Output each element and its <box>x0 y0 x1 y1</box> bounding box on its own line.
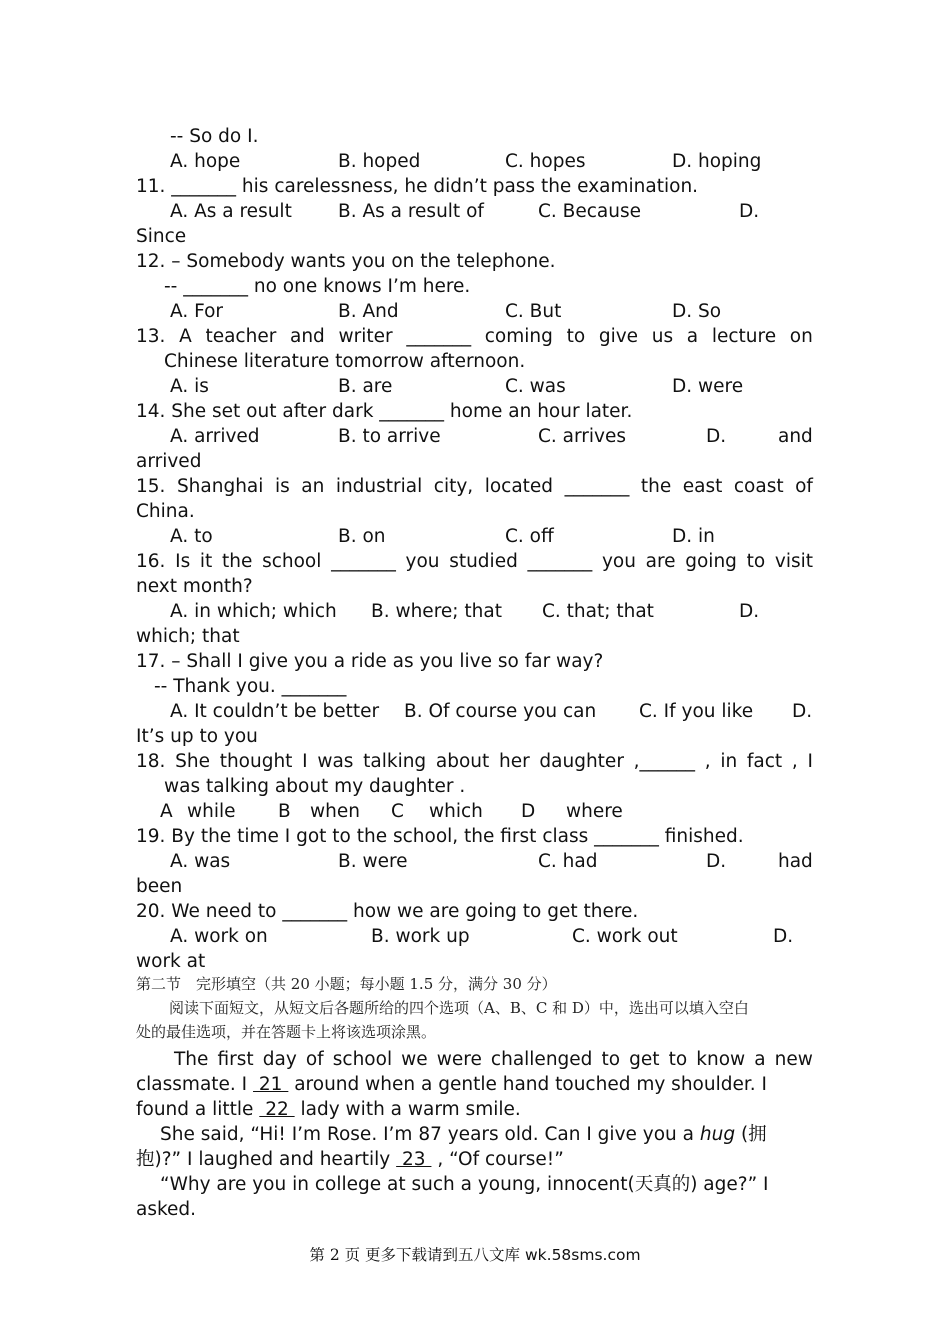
word: in <box>720 751 738 772</box>
word: give <box>598 326 639 347</box>
q11-option-a: A. As a result <box>170 201 292 222</box>
q14-stem: 14. She set out after dark _______ home an hour later. <box>136 401 633 422</box>
q18-option-b: when <box>310 801 360 822</box>
word: to <box>601 1049 621 1070</box>
word: , <box>791 751 798 772</box>
q17-stem: 17. – Shall I give you a ride as you live so far way? <box>136 651 604 672</box>
q20-option-c: C. work out <box>572 926 678 947</box>
text: She said, “Hi! I’m Rose. I’m 87 years old. Can I give you a <box>160 1124 700 1145</box>
q13-stem <box>136 324 813 349</box>
q10-option-d: D. hoping <box>672 151 762 172</box>
section-heading: 第二节 完形填空（共 20 小题；每小题 1.5 分，满分 30 分） <box>136 975 557 993</box>
q11-option-d: D. <box>739 201 760 222</box>
q11-option-c: C. Because <box>538 201 642 222</box>
word: about <box>435 751 490 772</box>
q18-stem <box>136 749 813 774</box>
blank-23: 23 <box>396 1149 432 1170</box>
passage-line-3 <box>136 1097 521 1122</box>
q17-option-d: D. <box>792 701 813 722</box>
word: of <box>305 1049 324 1070</box>
word: studied <box>449 551 518 572</box>
word: , <box>704 751 711 772</box>
q13-option-d: D. were <box>672 376 744 397</box>
text: classmate. I <box>136 1074 254 1095</box>
q14-option-a: A. arrived <box>170 426 260 447</box>
q18-option-a-letter: A <box>160 801 173 822</box>
word: the <box>640 476 672 497</box>
q20-option-b: B. work up <box>371 926 470 947</box>
q17-reply: -- Thank you. _______ <box>154 676 347 697</box>
word: coming <box>484 326 553 347</box>
text: found a little <box>136 1099 260 1120</box>
word: her <box>498 751 530 772</box>
passage-line-1 <box>136 1047 813 1072</box>
q19-stem: 19. By the time I got to the school, the first class _______ finished. <box>136 826 744 847</box>
q20-option-d: D. <box>773 926 794 947</box>
word: daughter <box>539 751 624 772</box>
q12-option-d: D. So <box>672 301 722 322</box>
q12-stem: 12. – Somebody wants you on the telephone. <box>136 251 556 272</box>
q15-stem <box>136 474 813 499</box>
word: were <box>436 1049 482 1070</box>
word: an <box>301 476 325 497</box>
word: a <box>686 326 699 347</box>
q16-option-c: C. that; that <box>542 601 654 622</box>
word: visit <box>774 551 813 572</box>
text: lady with a warm smile. <box>294 1099 521 1120</box>
q20-option-a: A. work on <box>170 926 268 947</box>
word: talking <box>363 751 427 772</box>
word: to <box>566 326 586 347</box>
blank-22: 22 <box>259 1099 295 1120</box>
word: located <box>484 476 554 497</box>
q15-option-d: D. in <box>672 526 715 547</box>
q13-stem-cont: Chinese literature tomorrow afternoon. <box>164 351 526 372</box>
word: was <box>317 751 354 772</box>
q16-stem <box>136 549 813 574</box>
text: , “Of course!” <box>431 1149 564 1170</box>
word: and <box>290 326 325 347</box>
q13-option-c: C. was <box>505 376 566 397</box>
q19-option-d-text: had <box>778 851 813 872</box>
word: new <box>774 1049 813 1070</box>
passage-line-7: asked. <box>136 1199 197 1220</box>
word: industrial <box>335 476 423 497</box>
q11-option-d-text: Since <box>136 226 187 247</box>
q20-stem: 20. We need to _______ how we are going to get there. <box>136 901 639 922</box>
footer-link[interactable]: wk.58sms.com <box>524 1246 641 1264</box>
q18-option-c: which <box>429 801 483 822</box>
q18-option-d-letter: D <box>521 801 536 822</box>
q16-option-a: A. in which; which <box>170 601 337 622</box>
q14-option-d: D. <box>706 426 727 447</box>
word: 15. <box>136 476 166 497</box>
q19-option-c: C. had <box>538 851 598 872</box>
word: of <box>795 476 813 497</box>
word: first <box>217 1049 254 1070</box>
passage-line-4 <box>160 1122 767 1147</box>
q11-option-b: B. As a result of <box>338 201 484 222</box>
word: us <box>651 326 674 347</box>
q10-reply: -- So do I. <box>170 126 259 147</box>
word: I <box>302 751 308 772</box>
word: 18. <box>136 751 166 772</box>
q16-option-d-text: which; that <box>136 626 240 647</box>
q14-option-d-cont: arrived <box>136 451 202 472</box>
q12-reply: -- _______ no one knows I’m here. <box>164 276 471 297</box>
word: is <box>274 476 290 497</box>
blank: ,______ <box>633 751 696 772</box>
q12-option-b: B. And <box>338 301 399 322</box>
word: city, <box>433 476 474 497</box>
q16-option-b: B. where; that <box>371 601 502 622</box>
q18-option-d: where <box>566 801 623 822</box>
word: A <box>179 326 192 347</box>
q15-option-b: B. on <box>338 526 386 547</box>
q14-option-d-text: and <box>778 426 813 447</box>
word: school <box>262 551 322 572</box>
word: Shanghai <box>176 476 264 497</box>
q14-option-b: B. to arrive <box>338 426 441 447</box>
q16-stem-cont: next month? <box>136 576 253 597</box>
section-instruction-cont: 处的最佳选项，并在答题卡上将该选项涂黑。 <box>136 1023 437 1041</box>
q13-option-b: B. are <box>338 376 393 397</box>
word: She <box>175 751 210 772</box>
q12-option-a: A. For <box>170 301 223 322</box>
q18-stem-cont: was talking about my daughter . <box>164 776 466 797</box>
word: lecture <box>711 326 777 347</box>
q19-option-a: A. was <box>170 851 231 872</box>
passage-line-5 <box>136 1147 564 1172</box>
q10-option-c: C. hopes <box>505 151 586 172</box>
word: 13. <box>136 326 166 347</box>
q17-option-d-text: It’s up to you <box>136 726 258 747</box>
q15-option-c: C. off <box>505 526 554 547</box>
word: to <box>746 551 766 572</box>
word: east <box>682 476 723 497</box>
q19-option-d: D. <box>706 851 727 872</box>
q10-option-a: A. hope <box>170 151 241 172</box>
q17-option-c: C. If you like <box>639 701 754 722</box>
word: know <box>696 1049 746 1070</box>
word: The <box>174 1049 209 1070</box>
word: fact <box>746 751 783 772</box>
q18-option-a: while <box>187 801 236 822</box>
word: are <box>645 551 676 572</box>
q18-option-b-letter: B <box>278 801 291 822</box>
q13-option-a: A. is <box>170 376 209 397</box>
word: to <box>668 1049 688 1070</box>
word: Is <box>175 551 191 572</box>
page-footer <box>0 1243 950 1265</box>
blank: _______ <box>527 551 593 572</box>
word: coast <box>733 476 784 497</box>
blank: _______ <box>406 326 472 347</box>
word: day <box>262 1049 297 1070</box>
word: we <box>401 1049 428 1070</box>
word: on <box>789 326 813 347</box>
q11-stem: 11. _______ his carelessness, he didn’t pass the examination. <box>136 176 699 197</box>
q12-option-c: C. But <box>505 301 562 322</box>
passage-line-6: “Why are you in college at such a young, innocent(天真的) age?” I <box>160 1174 769 1195</box>
q15-stem-cont: China. <box>136 501 195 522</box>
word: going <box>685 551 737 572</box>
q20-option-d-text: work at <box>136 951 206 972</box>
word: the <box>222 551 253 572</box>
italic-word: hug <box>699 1124 736 1145</box>
word: school <box>332 1049 393 1070</box>
q19-option-d-cont: been <box>136 876 183 897</box>
blank-21: 21 <box>253 1074 289 1095</box>
q14-option-c: C. arrives <box>538 426 627 447</box>
footer-text: 第 2 页 更多下载请到五八文库 <box>309 1246 525 1264</box>
q15-option-a: A. to <box>170 526 213 547</box>
q16-option-d: D. <box>739 601 760 622</box>
blank: _______ <box>331 551 396 572</box>
passage-line-2 <box>136 1072 767 1097</box>
text: 抱)?” I laughed and heartily <box>136 1149 397 1170</box>
text: around when a gentle hand touched my shoulder. I <box>288 1074 767 1095</box>
word: I <box>807 751 813 772</box>
word: teacher <box>205 326 277 347</box>
text: (拥 <box>735 1124 767 1145</box>
word: get <box>629 1049 660 1070</box>
word: it <box>199 551 213 572</box>
word: a <box>754 1049 766 1070</box>
section-instruction: 阅读下面短文，从短文后各题所给的四个选项（A、B、C 和 D）中，选出可以填入空白 <box>154 999 749 1017</box>
q19-option-b: B. were <box>338 851 408 872</box>
word: writer <box>338 326 393 347</box>
q10-option-b: B. hoped <box>338 151 421 172</box>
word: you <box>405 551 440 572</box>
q17-option-b: B. Of course you can <box>404 701 597 722</box>
word: you <box>601 551 636 572</box>
q17-option-a: A. It couldn’t be better <box>170 701 380 722</box>
q18-option-c-letter: C <box>391 801 404 822</box>
word: challenged <box>490 1049 593 1070</box>
word: 16. <box>136 551 166 572</box>
blank: _______ <box>564 476 630 497</box>
word: thought <box>219 751 293 772</box>
